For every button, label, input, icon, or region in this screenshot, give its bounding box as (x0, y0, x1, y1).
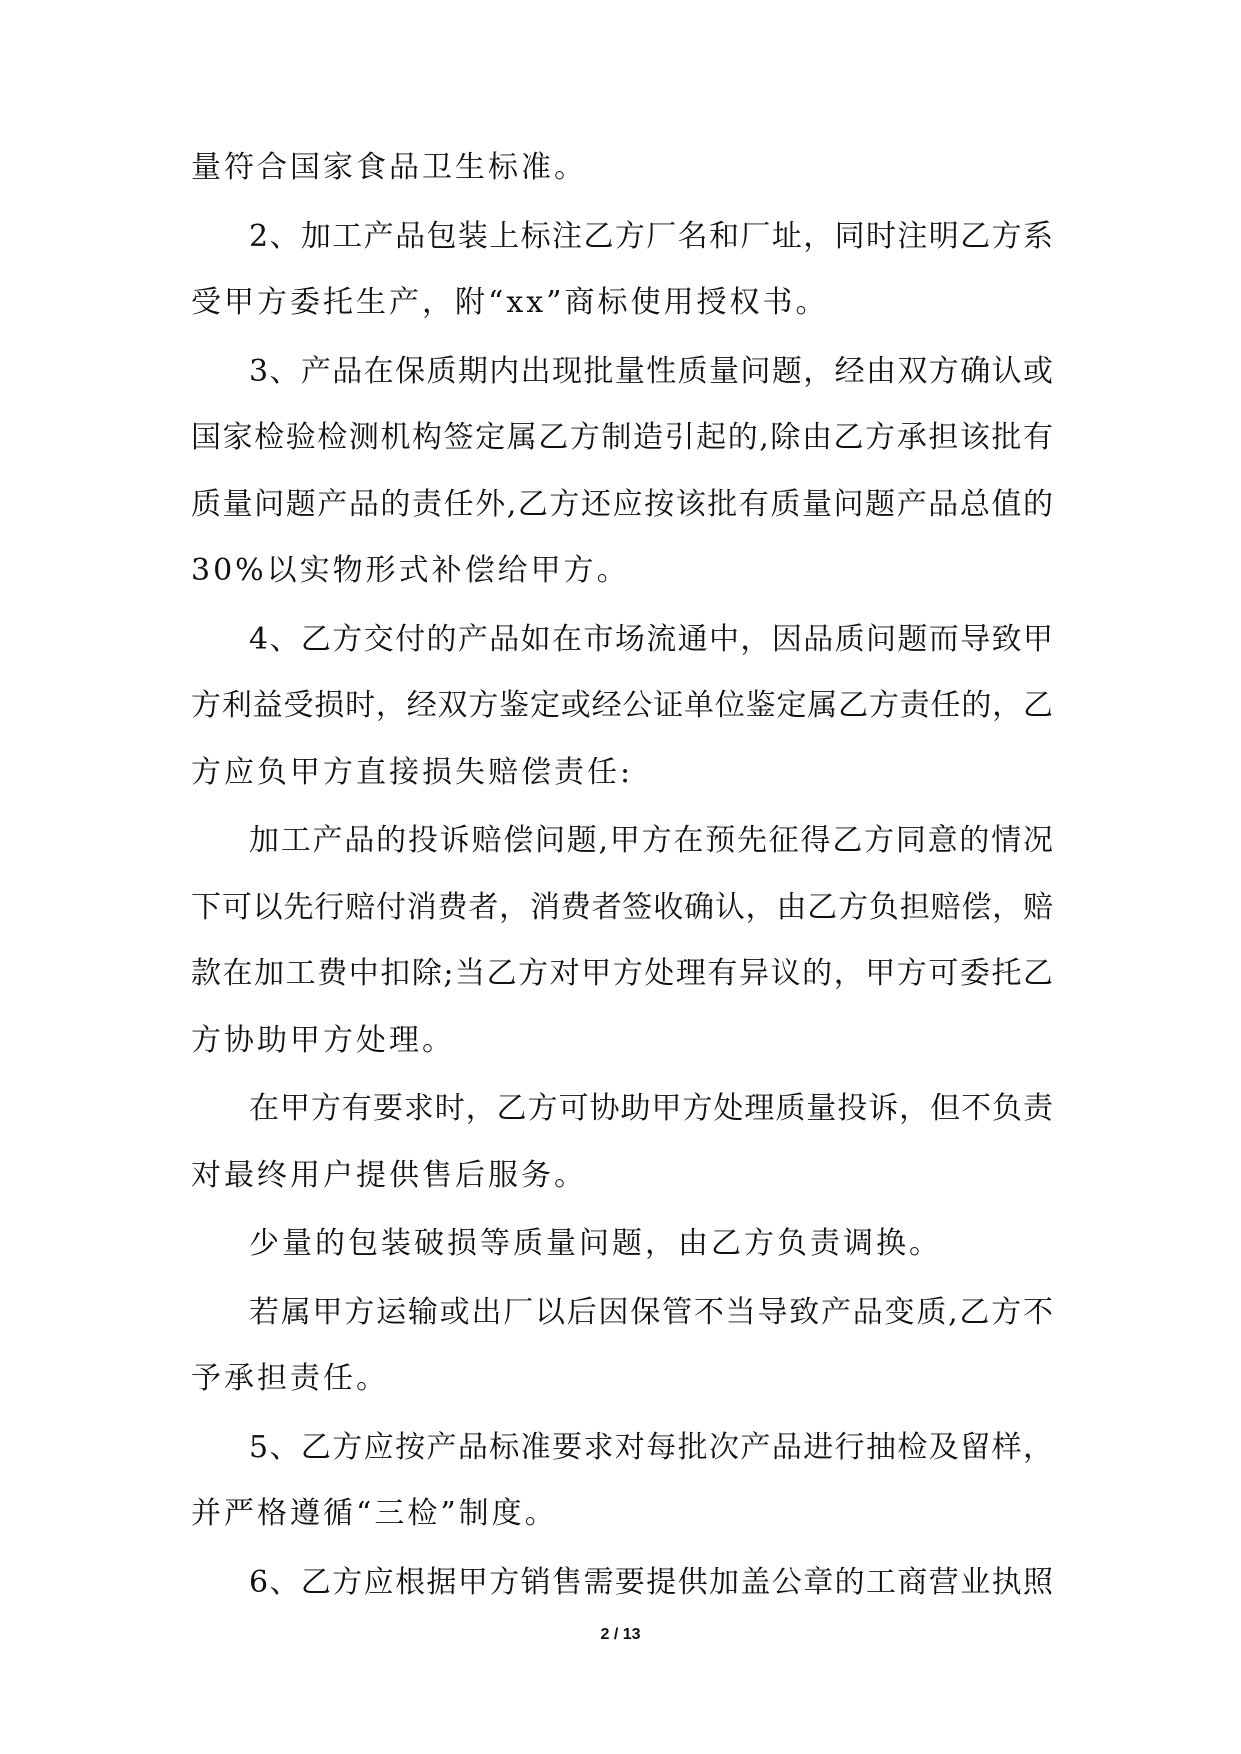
paragraph-line: 方协助甲方处理。 (191, 1022, 455, 1058)
paragraph-first-line: 加工产品的投诉赔偿问题,甲方在预先征得乙方同意的情况 (249, 823, 1053, 858)
paragraph-line: 对最终用户提供售后服务。 (191, 1157, 587, 1193)
paragraph-line: 质量问题产品的责任外,乙方还应按该批有质量问题产品总值的 (191, 486, 1053, 522)
paragraph-line: 予承担责任。 (191, 1361, 389, 1396)
paragraph-line: 并严格遵循“三检”制度。 (191, 1496, 558, 1531)
paragraph-first-line: 少量的包装破损等质量问题，由乙方负责调换。 (249, 1226, 942, 1261)
paragraph-first-line: 4、乙方交付的产品如在市场流通中，因品质问题而导致甲 (249, 621, 1053, 657)
paragraph-line: 下可以先行赔付消费者，消费者签收确认，由乙方负担赔偿，赔 (191, 889, 1053, 925)
paragraph-first-line: 2、加工产品包装上标注乙方厂名和厂址，同时注明乙方系 (249, 218, 1053, 254)
paragraph-line: 30%以实物形式补偿给甲方。 (191, 553, 630, 588)
paragraph-first-line: 5、乙方应按产品标准要求对每批次产品进行抽检及留样， (249, 1429, 1053, 1465)
page-number: 2 / 13 (600, 1626, 641, 1643)
paragraph-line: 款在加工费中扣除;当乙方对甲方处理有异议的，甲方可委托乙 (191, 956, 1053, 991)
paragraph-line: 量符合国家食品卫生标准。 (191, 150, 587, 185)
paragraph-first-line: 在甲方有要求时，乙方可协助甲方处理质量投诉，但不负责 (249, 1091, 1053, 1126)
paragraph-first-line: 6、乙方应根据甲方销售需要提供加盖公章的工商营业执照 (249, 1564, 1053, 1600)
paragraph-line: 受甲方委托生产，附“xx”商标使用授权书。 (191, 285, 829, 320)
paragraph-line: 方应负甲方直接损失赔偿责任: (191, 754, 634, 790)
paragraph-line: 国家检验检测机构签定属乙方制造引起的,除由乙方承担该批有 (191, 420, 1053, 455)
paragraph-first-line: 若属甲方运输或出厂以后因保管不当导致产品变质,乙方不 (249, 1294, 1053, 1330)
document-body (191, 150, 1053, 1601)
paragraph-line: 方利益受损时，经双方鉴定或经公证单位鉴定属乙方责任的，乙 (191, 688, 1053, 723)
paragraph-first-line: 3、产品在保质期内出现批量性质量问题，经由双方确认或 (249, 353, 1053, 389)
